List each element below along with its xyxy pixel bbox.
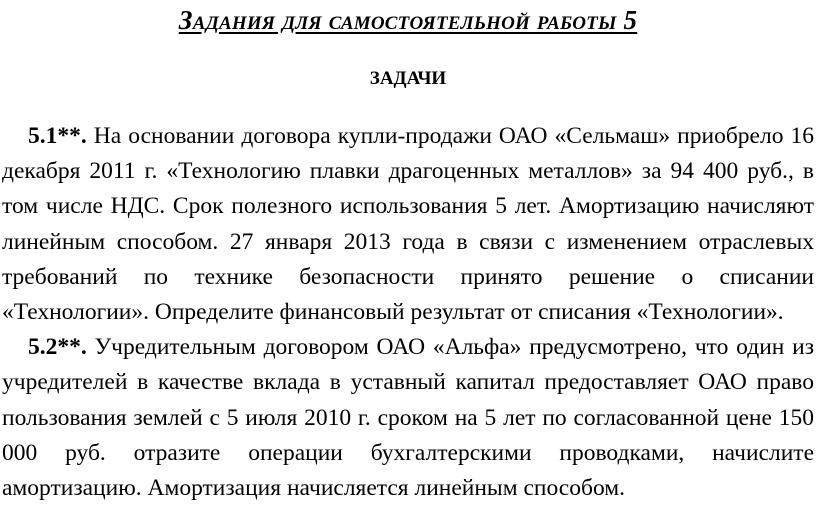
tasks-body: [2, 119, 814, 506]
section-heading: ЗАДАЧИ: [369, 68, 447, 89]
task-text: На основании договора купли-продажи ОАО «Сельмаш» приобрело 16 декабря 2011 г. «Технологию плавки драгоценных металлов» за 94 400 руб., в том числе НДС. Срок полезного использования 5 лет. Амортизацию начисляют линейным способом. 27 января 2013 года в связи с изменением отраслевых требований по технике безопасности принято решение о списании «Технологии». Определите финансовый результат от списания «Технологии».: [2, 123, 814, 326]
task-number: 5.1**.: [28, 123, 87, 149]
task-paragraph-5-2: [2, 330, 814, 506]
page-title: Задания для самостоятельной работы 5: [178, 5, 638, 35]
task-number: 5.2**.: [28, 334, 87, 361]
task-paragraph-5-1: [2, 119, 814, 330]
task-text: Учредительным договором ОАО «Альфа» предусмотрено, что один из учредителей в качестве вклада в уставный капитал предоставляет ОАО право пользования землей с 5 июля 2010 г. сроком на 5 лет по согласованной цене 150 000 руб. отразите операции бухгалтерскими проводками, начислите амортизацию. Амортизация начисляется линейным способом.: [2, 334, 814, 502]
